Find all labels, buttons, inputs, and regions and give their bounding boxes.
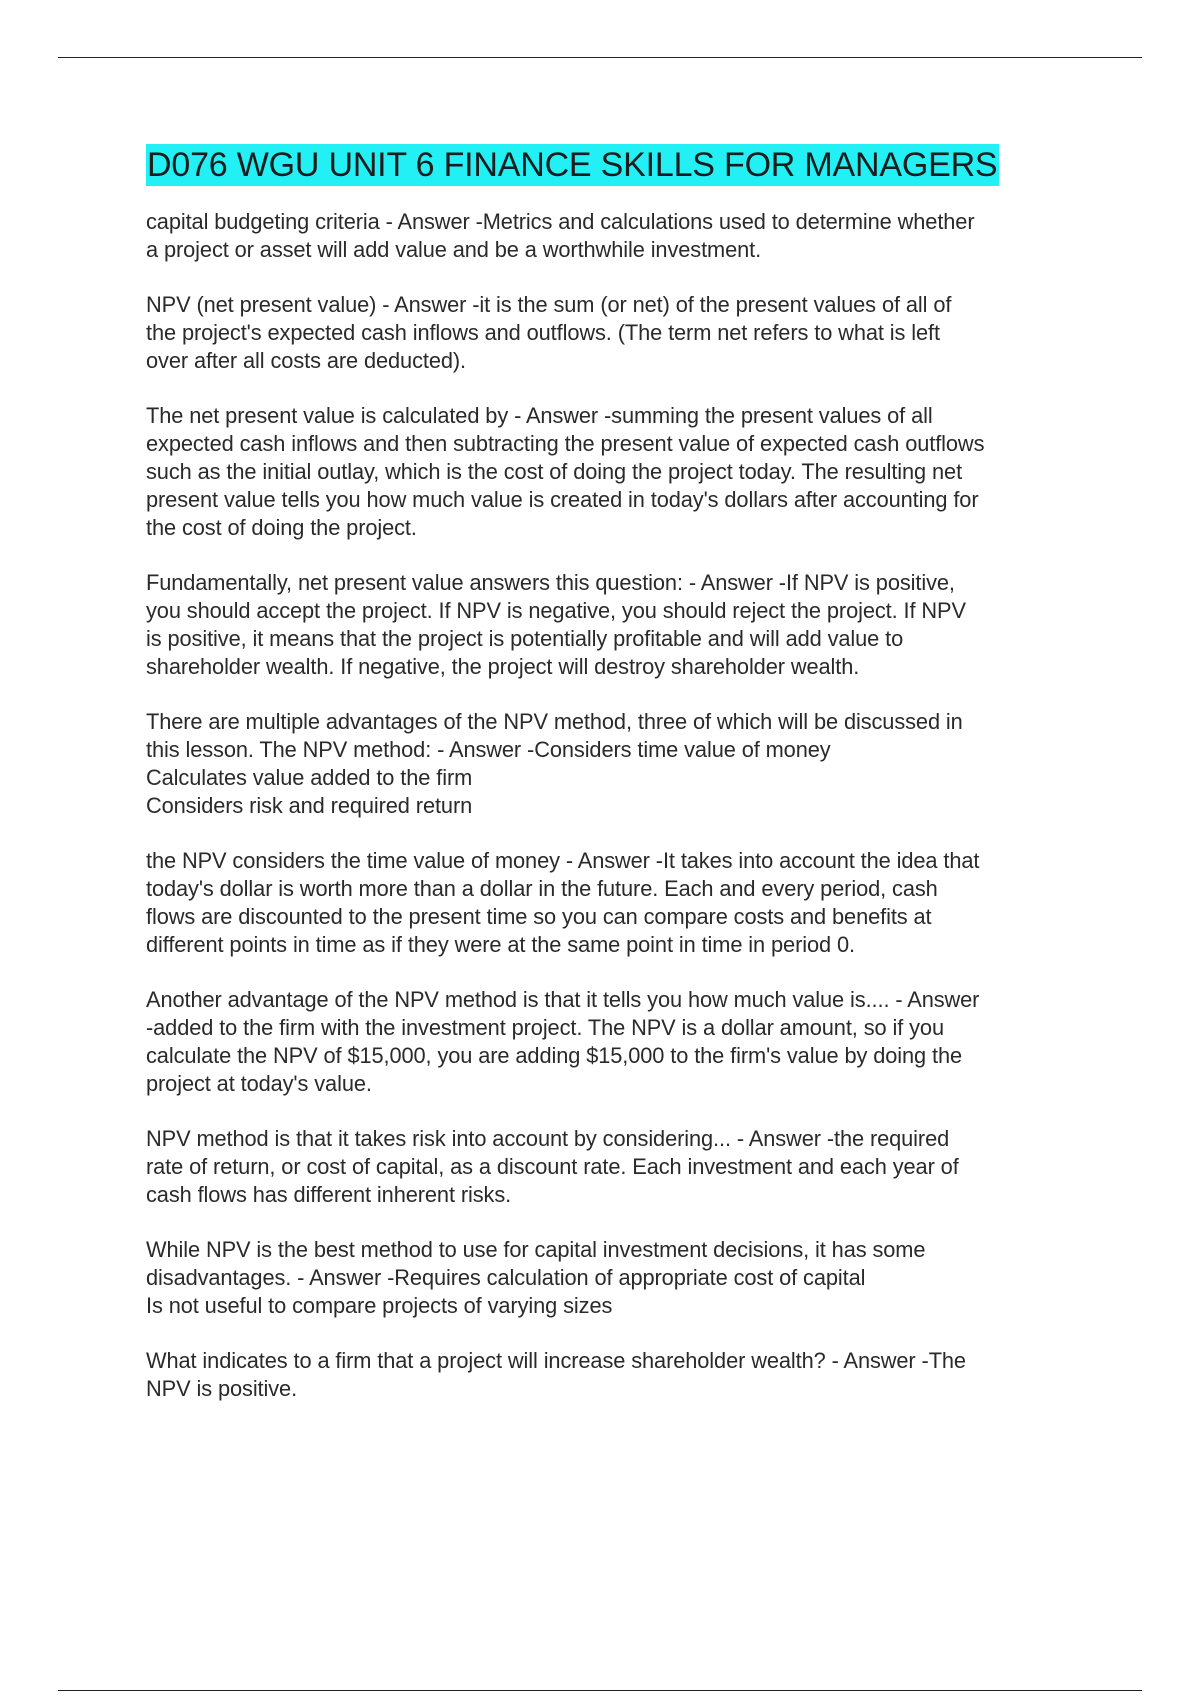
qa-item: The net present value is calculated by - Answer -summing the present values of all expected cash inflows and then subtracting the present value of expected cash outflows such as the initial outlay, which is the cost of doing the project today. The resulting net present value tells you how much value is created in today's dollars after accounting for the cost of doing the project.: [146, 403, 985, 540]
qa-item: capital budgeting criteria - Answer -Metrics and calculations used to determine whether a project or asset will add value and be a worthwhile investment.: [146, 209, 975, 262]
qa-item: There are multiple advantages of the NPV method, three of which will be discussed in this lesson. The NPV method: - Answer -Considers time value of money Calculates value added to the firm Considers risk and required return: [146, 709, 963, 818]
qa-item: What indicates to a firm that a project will increase shareholder wealth? - Answer -The NPV is positive.: [146, 1348, 966, 1401]
qa-item: While NPV is the best method to use for capital investment decisions, it has some disadvantages. - Answer -Requires calculation of appropriate cost of capital Is not useful to compare projects of varying sizes: [146, 1237, 926, 1318]
qa-item: the NPV considers the time value of money - Answer -It takes into account the idea that today's dollar is worth more than a dollar in the future. Each and every period, cash flows are discounted to the present time so you can compare costs and benefits at different points in time as if they were at the same point in time in period 0.: [146, 848, 980, 957]
document-body: [146, 144, 1096, 1430]
qa-item: NPV (net present value) - Answer -it is the sum (or net) of the present values of all of the project's expected cash inflows and outflows. (The term net refers to what is left over after all costs are deducted).: [146, 292, 952, 373]
bottom-rule: [58, 1690, 1142, 1691]
qa-item: NPV method is that it takes risk into account by considering... - Answer -the required rate of return, or cost of capital, as a discount rate. Each investment and each year of cash flows has different inherent risks.: [146, 1126, 959, 1207]
qa-item: Fundamentally, net present value answers this question: - Answer -If NPV is positive, you should accept the project. If NPV is negative, you should reject the project. If NPV is positive, it means that the project is potentially profitable and will add value to shareholder wealth. If negative, the project will destroy shareholder wealth.: [146, 570, 966, 679]
qa-item: Another advantage of the NPV method is that it tells you how much value is.... - Answer -added to the firm with the investment project. The NPV is a dollar amount, so if you calculate the NPV of $15,000, you are adding $15,000 to the firm's value by doing the project at today's value.: [146, 987, 980, 1096]
document-title: D076 WGU UNIT 6 FINANCE SKILLS FOR MANAGERS: [147, 146, 998, 184]
top-rule: [58, 57, 1142, 58]
